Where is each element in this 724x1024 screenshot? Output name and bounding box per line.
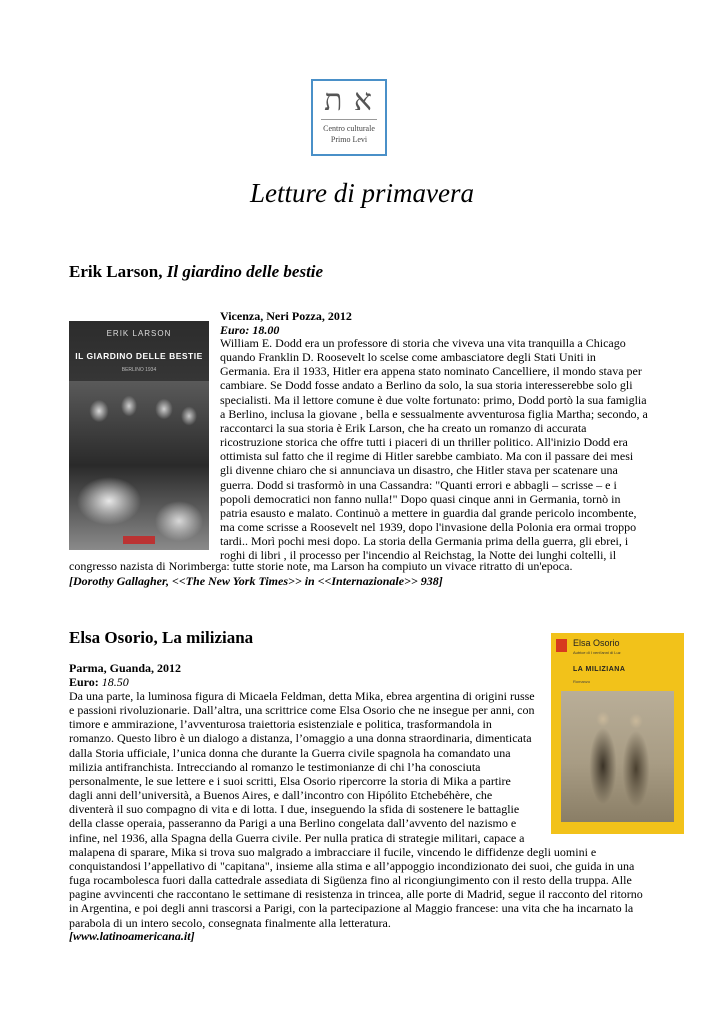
- book1-cover-photo: [69, 381, 209, 550]
- book1-description: [220, 336, 670, 563]
- description-line: patria esausto e malato. Continuò a mettere in guardia dal grande pericolo incombente,: [220, 505, 637, 520]
- book2-price-label: Euro:: [69, 675, 99, 689]
- description-line: infine, nel 1936, alla Spagna della Guerra civile. Per nulla pratica di strategie militari, capace a: [69, 830, 525, 845]
- description-line: guerra. Dodd si trasformò in una Cassandra: "Quanti errori e abbagli – scrisse – e i: [220, 477, 617, 492]
- description-line: dagli anni dell’università, a Buenos Aires, e dall’incontro con Hipólito Etchebéhère, che: [69, 788, 493, 803]
- description-line: in Argentina, e poi degli anni trascorsi a Parigi, con la partecipazione al Maggio francese: una vita che ha incarnato la: [69, 901, 634, 916]
- book2-cover-title: LA MILIZIANA: [573, 666, 626, 673]
- description-line: personalmente, le sue lettere e i suoi scritti, Elsa Osorio ripercorre la storia di Mika a partire: [69, 773, 511, 788]
- logo-line-1: Centro culturale: [323, 124, 375, 133]
- description-line: Da una parte, la luminosa figura di Micaela Feldman, detta Mika, ebrea argentina di origini russe: [69, 689, 535, 703]
- book1-cover-image: [69, 321, 209, 550]
- logo-hebrew-letters: א ת: [324, 84, 374, 117]
- description-line: a Berlino, inclusa la giovane , bella e sessualmente avventurosa figlia Martha; secondo, a: [220, 406, 648, 421]
- book2-price: [69, 675, 181, 689]
- description-line: cambiare. Se Dodd fosse andato a Berlino da solo, la sua storia interesserebbe solo gli: [220, 378, 633, 393]
- publisher-mark: [123, 536, 155, 544]
- logo-divider: [321, 119, 377, 120]
- page-title: Letture di primavera: [250, 178, 474, 208]
- description-line: parabola di un intero secolo, consegnata finalmente alla letteratura.: [69, 915, 391, 930]
- centro-primo-levi-logo: [311, 79, 387, 156]
- description-line: fuga rocambolesca fuori dalla cattedrale assediata di Sigüenza fino al ricongiungimento con il resto della truppa. Alle: [69, 873, 632, 888]
- description-line: malapena di sparare, Mika si trova suo malgrado a imbracciare il fucile, vincendo le diffidenze degli uomini e: [69, 844, 597, 859]
- book2-description: [69, 689, 643, 930]
- description-line: conquistandosi l’appellativo di "capitana", insieme alla stima e all’appoggio incondizionato dei suoi, che guida in una: [69, 858, 635, 873]
- logo-caption: [313, 123, 385, 145]
- description-line: dalla Storia ufficiale, l’unica donna che durante la Guerra civile spagnola ha comandato una: [69, 745, 511, 760]
- description-line: timore e ammirazione, l’avventurosa traiettoria esistenziale e politica, trasformandola in: [69, 717, 492, 732]
- description-line: ricostruzione storica che offre tutti i piaceri di un thriller politico. All'inizio Dodd era: [220, 435, 628, 450]
- guanda-logo-icon: [556, 639, 567, 652]
- description-line: gli divenne chiaro che si annunciava un disastro, che Hitler stava per scatenare una: [220, 463, 618, 478]
- book1-cover-subtitle: BERLINO 1934: [121, 367, 157, 373]
- book1-description-last-line: congresso nazista di Norimberga: tutte storie note, ma Larson ha compiuto un vivace ritratto di un'epoca.: [69, 559, 573, 573]
- book1-heading: [69, 262, 323, 282]
- book2-cover-subtitle: Autrice di I vent'anni di Luz: [573, 650, 621, 655]
- description-line: e passioni rivoluzionarie. Dall’altra, una scrittrice come Elsa Osorio che ne insegue per anni, con: [69, 703, 535, 718]
- book1-title: Il giardino delle bestie: [166, 262, 324, 281]
- book1-meta: [220, 309, 352, 337]
- book2-cover-series: Romanzo: [573, 679, 591, 684]
- book1-source: [Dorothy Gallagher, <<The New York Times>> in <<Internazionale>> 938]: [69, 574, 443, 588]
- description-line: raccontarci la sua storia è Erik Larson, che ha creato un romanzo di accurata: [220, 420, 587, 435]
- book1-cover-title: IL GIARDINO DELLE BESTIE: [75, 351, 203, 361]
- book1-price: Euro: 18.00: [220, 323, 280, 337]
- description-line: romanzo. Questo libro è un dialogo a distanza, l’omaggio a una donna straordinaria, dimenticata: [69, 731, 532, 746]
- description-line: Germania. Era il 1933, Hitler era appena stato nominato Cancelliere, il mondo stava per: [220, 364, 642, 379]
- description-line: pagine avvincenti che raccontano le settimane di resistenza in trincea, alle porte di Madrid, segue il racconto del ritorno: [69, 887, 643, 902]
- book2-price-value: 18.50: [101, 675, 129, 689]
- description-line: William E. Dodd era un professore di storia che viveva una vita tranquilla a Chicago: [220, 336, 626, 350]
- description-line: ottimista sul fatto che il regime di Hitler sarebbe cambiato. Ma con il passare dei mesi: [220, 449, 634, 464]
- book2-publisher: Parma, Guanda, 2012: [69, 661, 182, 675]
- description-line: della classe operaia, passeranno da Parigi a una Berlino congelata dall’avvento del nazismo e: [69, 816, 517, 831]
- description-line: specialisti. Ma il lettore comune è due volte fortunato: primo, Dodd portò la sua famiglia: [220, 392, 647, 407]
- description-line: quando Franklin D. Roosevelt lo scelse come ambasciatore degli Stati Uniti in: [220, 350, 596, 365]
- description-line: tardi.. Morì pochi mesi dopo. La storia della Germania prima della guerra, gli ebrei, i: [220, 534, 629, 549]
- book1-author: Erik Larson,: [69, 262, 163, 281]
- description-line: popoli democratici non fanno nulla!" Dopo quasi cinque anni in Germania, tornò in: [220, 491, 621, 506]
- description-line: roghi di libri , il processo per l'incendio al Reichstag, la Notte dei lunghi coltelli, il: [220, 548, 617, 563]
- book2-cover-author: Elsa Osorio: [573, 638, 620, 648]
- description-line: ma come scrisse a Roosevelt nel 1939, dopo l'invasione della Polonia era ormai troppo: [220, 520, 637, 535]
- logo-line-2: Primo Levi: [330, 135, 368, 144]
- description-line: diventerà il suo compagno di vita e di lotta. I due, inseguendo la sfida di sostenere le battaglie: [69, 802, 520, 817]
- description-line: milizia antifranchista. Intrecciando al romanzo le testimonianze di chi l’ha conosciuta: [69, 759, 481, 774]
- book1-publisher: Vicenza, Neri Pozza, 2012: [220, 309, 352, 323]
- book1-cover-author: ERIK LARSON: [106, 329, 172, 338]
- book2-source: [www.latinoamericana.it]: [69, 929, 195, 943]
- book2-meta: [69, 661, 181, 689]
- book2-heading: Elsa Osorio, La miliziana: [69, 628, 254, 647]
